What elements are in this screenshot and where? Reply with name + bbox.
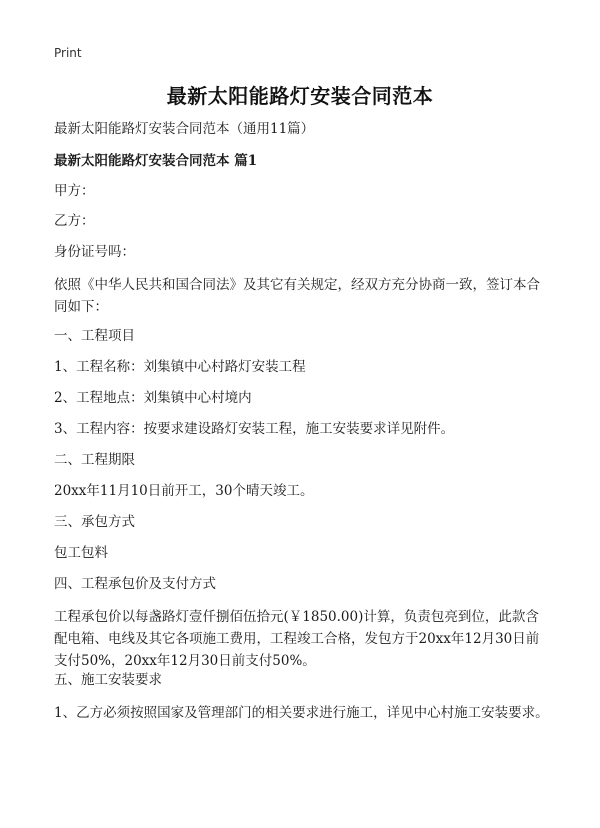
section-3-heading: 三、承包方式	[54, 514, 135, 530]
section-1-item-2: 2、工程地点：刘集镇中心村境内	[54, 390, 252, 406]
intro-paragraph: 依照《中华人民共和国合同法》及其它有关规定，经双方充分协商一致，签订本合同如下：	[54, 277, 540, 315]
section-4-text: 工程承包价以每盏路灯壹仟捌佰伍拾元(￥1850.00)计算，负责包亮到位，此款含配电箱、电线及其它各项施工费用，工程竣工合格，发包方于20xx年12月30日前支付50%，20xx年12月30日前支付50%。	[54, 609, 540, 669]
party-a-line: 甲方：	[54, 183, 95, 199]
section-1-item-1: 1、工程名称：刘集镇中心村路灯安装工程	[54, 359, 306, 375]
document-subtitle: 最新太阳能路灯安装合同范本（通用11篇）	[54, 121, 315, 137]
section-1-item-3: 3、工程内容：按要求建设路灯安装工程，施工安装要求详见附件。	[54, 421, 455, 437]
section-heading: 最新太阳能路灯安装合同范本 篇1	[54, 153, 258, 169]
print-label[interactable]: Print	[54, 46, 82, 60]
section-4-heading: 四、工程承包价及支付方式	[54, 576, 216, 592]
party-b-line: 乙方：	[54, 213, 95, 229]
document-title: 最新太阳能路灯安装合同范本	[166, 84, 434, 108]
section-2-heading: 二、工程期限	[54, 452, 135, 468]
section-5-item-1: 1、乙方必须按照国家及管理部门的相关要求进行施工，详见中心村施工安装要求。	[54, 705, 549, 721]
section-1-heading: 一、工程项目	[54, 328, 135, 344]
section-3-text: 包工包料	[54, 545, 108, 561]
id-number-line: 身份证号吗：	[54, 244, 135, 260]
section-5-heading: 五、施工安装要求	[54, 672, 162, 688]
section-2-text: 20xx年11月10日前开工，30个晴天竣工。	[54, 483, 314, 499]
